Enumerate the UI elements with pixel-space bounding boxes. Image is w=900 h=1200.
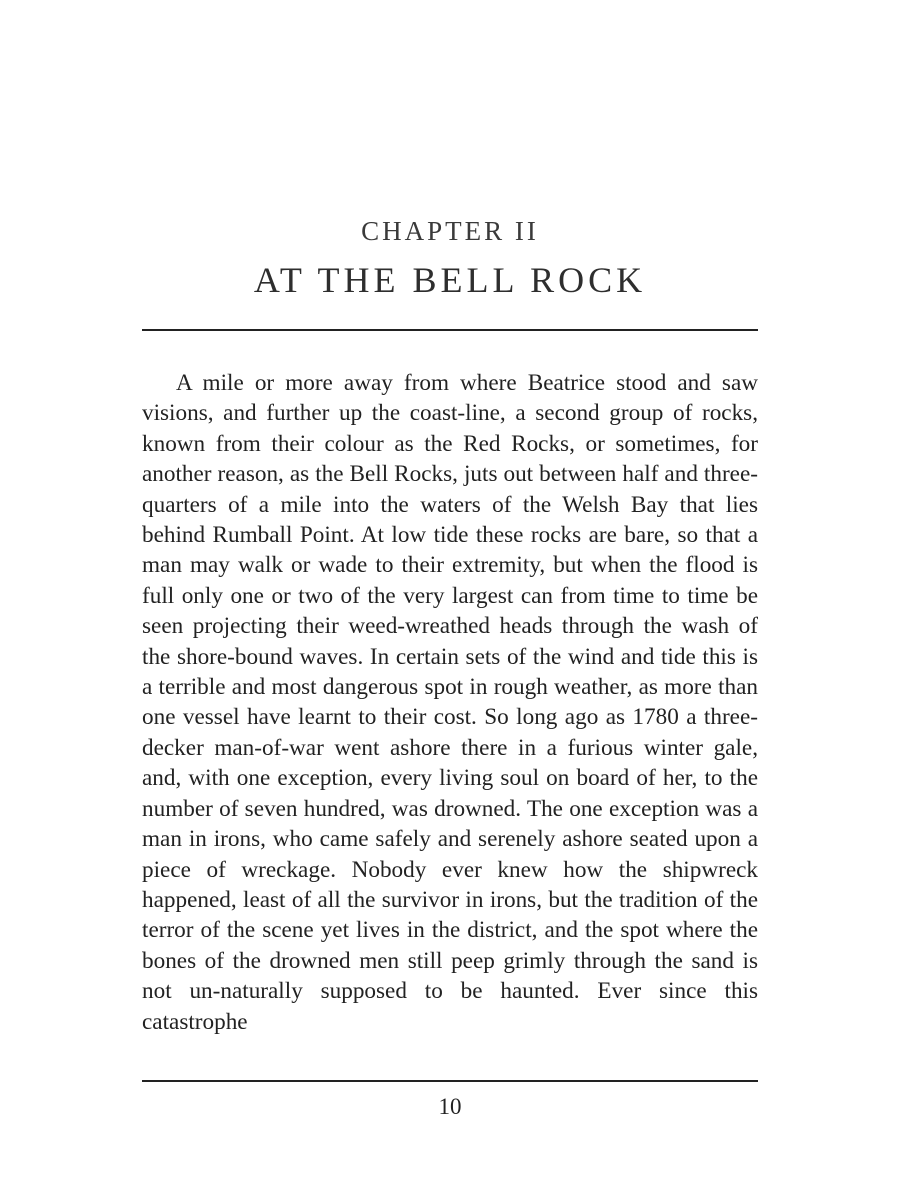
chapter-title: AT THE BELL ROCK [253,260,647,300]
chapter-label: CHAPTER II [361,216,539,246]
header-divider [142,329,758,331]
page-number: 10 [438,1094,462,1119]
footer-divider [142,1080,758,1082]
body-paragraph: A mile or more away from where Beatrice stood and saw visions, and further up the coast-line, a second group of rocks, known from their colour as the Red Rocks, or sometimes, for another reason, as the Bell Rocks, juts out between half and three-quarters of a mile into the waters of the Welsh Bay that lies behind Rumball Point. At low tide these rocks are bare, so that a man may walk or wade to their extremity, but when the flood is full only one or two of the very largest can from time to time be seen projecting their weed-wreathed heads through the wash of the shore-bound waves. In certain sets of the wind and tide this is a terrible and most dangerous spot in rough weather, as more than one vessel have learnt to their cost. So long ago as 1780 a three-decker man-of-war went ashore there in a furious winter gale, and, with one exception, every living soul on board of her, to the number of seven hundred, was drowned. The one exception was a man in irons, who came safely and serenely ashore seated upon a piece of wreckage. Nobody ever knew how the shipwreck happened, least of all the survivor in irons, but the tradition of the terror of the scene yet lives in the district, and the spot where the bones of the drowned men still peep grimly through the sand is not un-naturally supposed to be haunted. Ever since this catastrophe [142,370,758,1035]
